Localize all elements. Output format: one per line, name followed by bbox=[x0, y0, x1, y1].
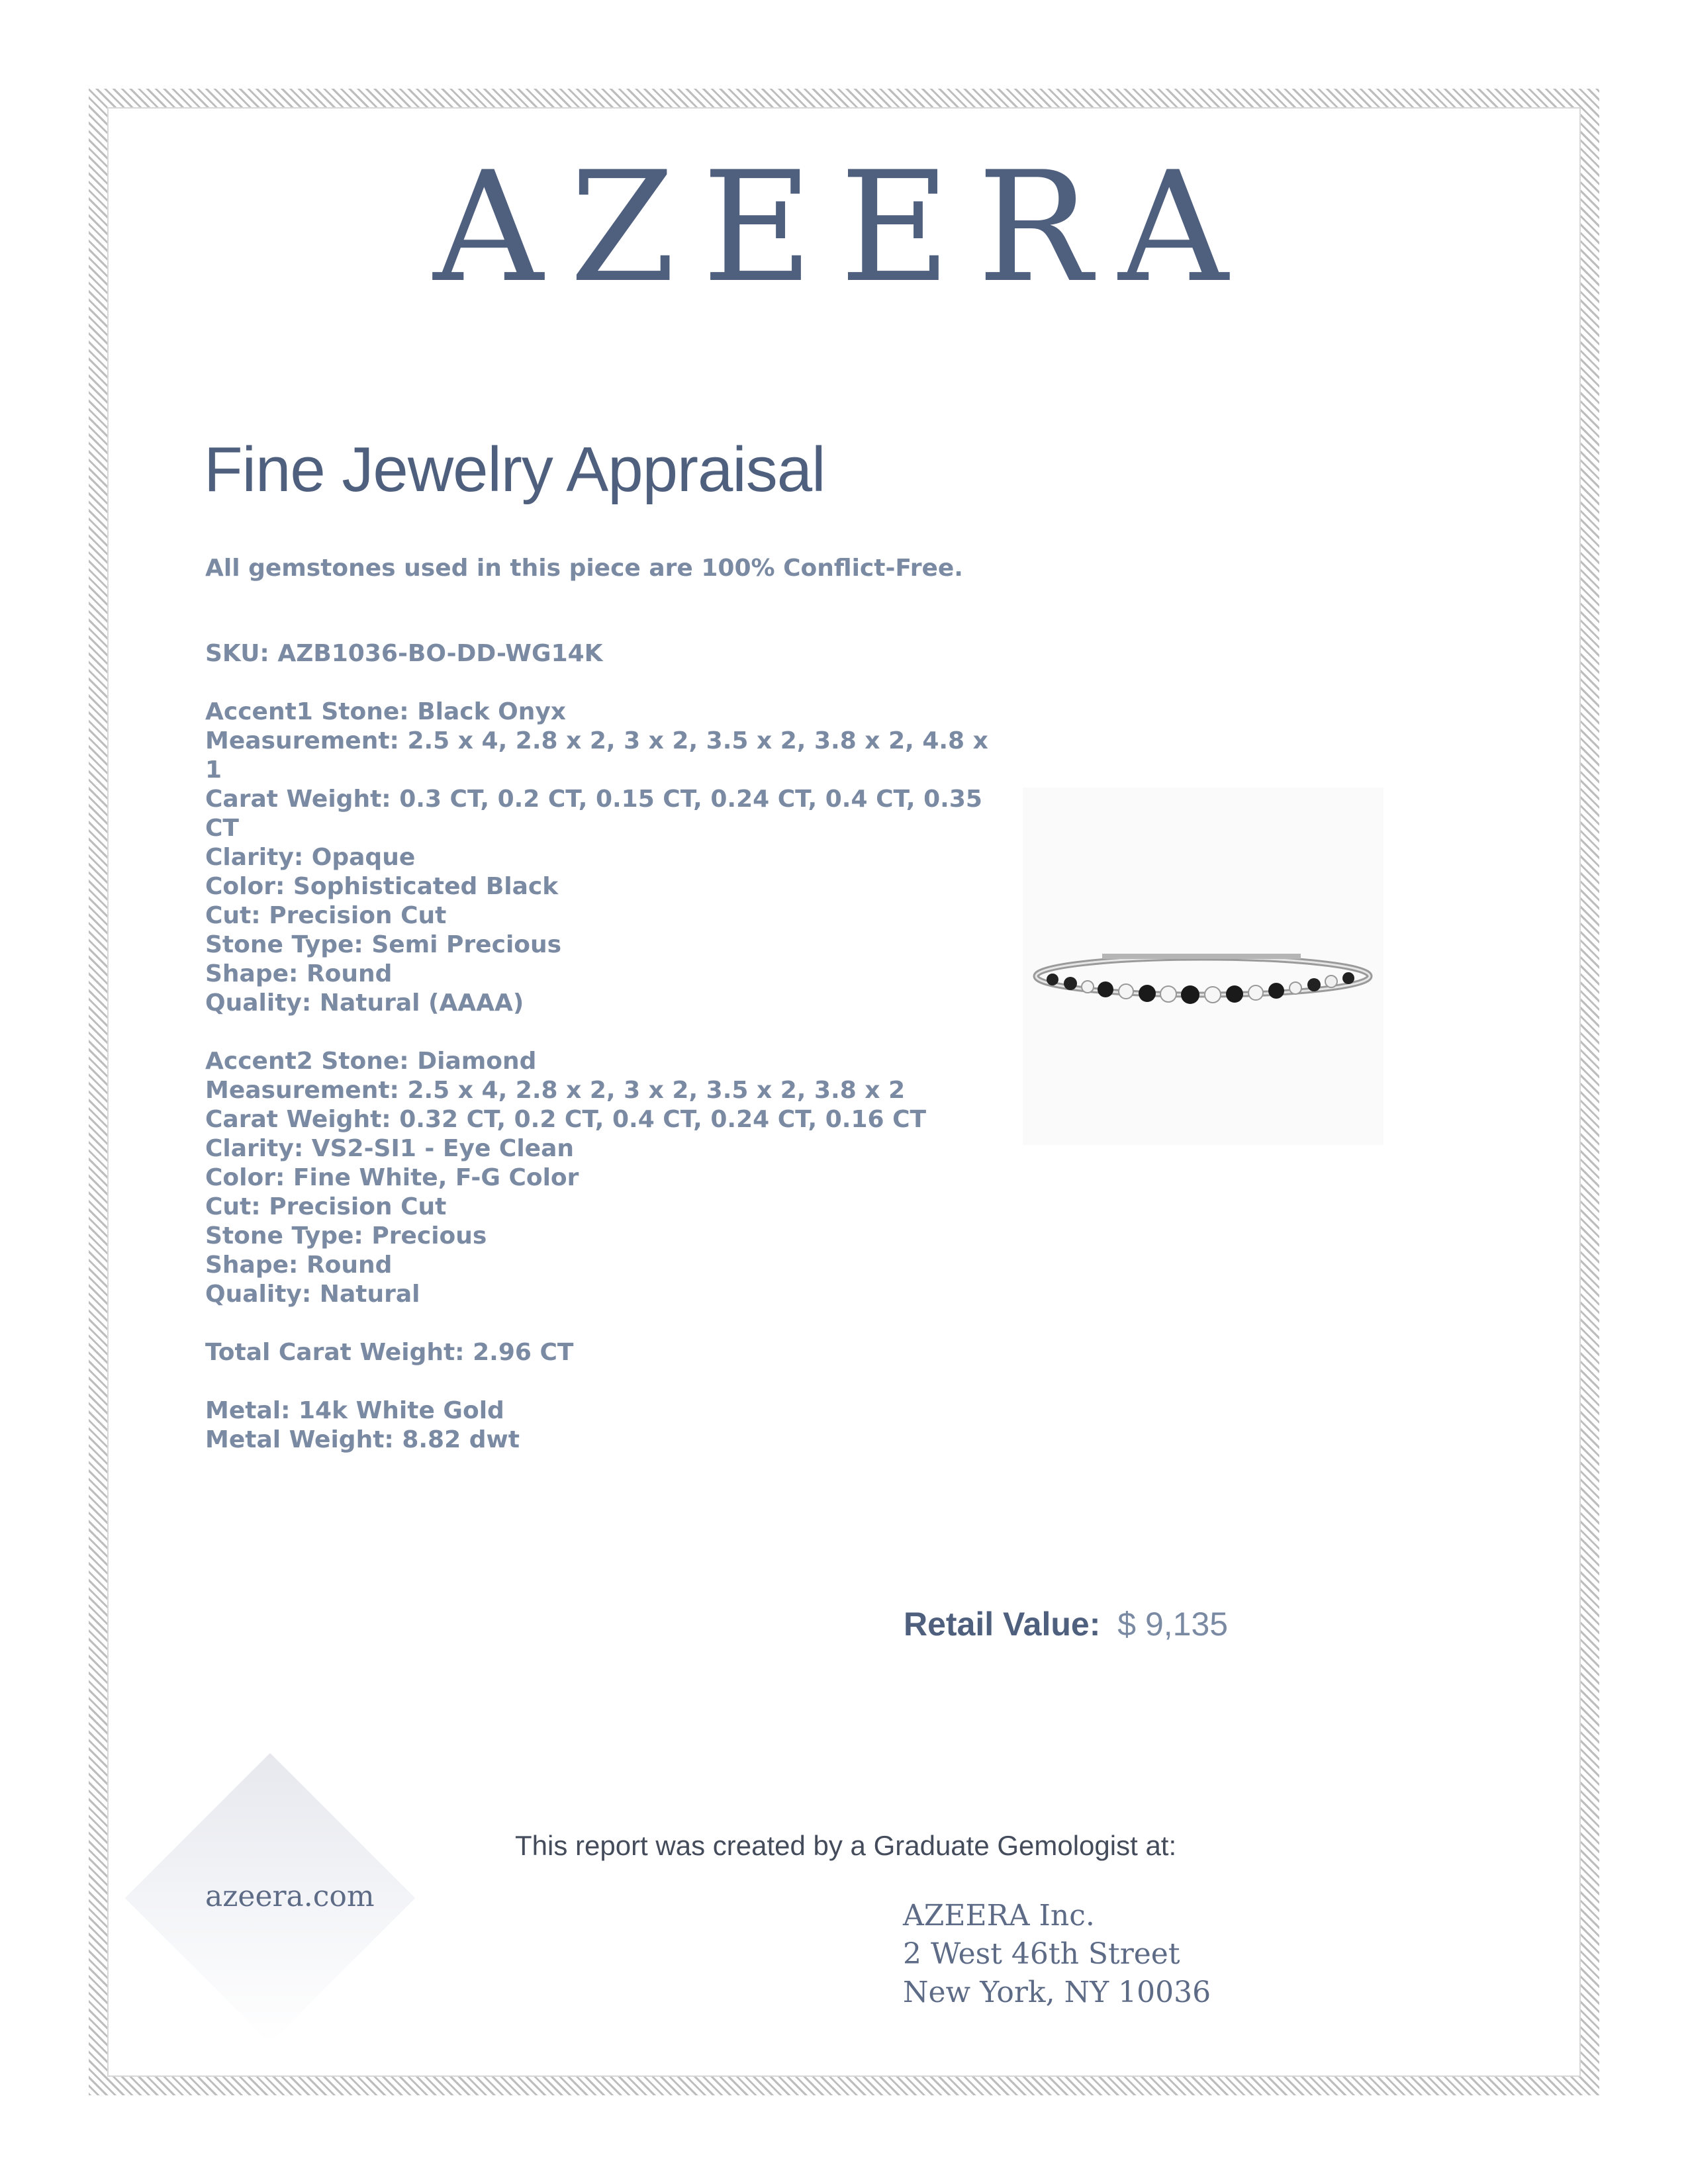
accent1-line: Measurement: 2.5 x 4, 2.8 x 2, 3 x 2, 3.5 x 2, 3.8 x 2, 4.8 x 1 bbox=[205, 727, 988, 784]
accent2-line: Color: Fine White, F-G Color bbox=[205, 1164, 579, 1191]
retail-value-label: Retail Value: bbox=[904, 1606, 1101, 1643]
bracelet-image bbox=[1023, 788, 1383, 1145]
conflict-free-note: All gemstones used in this piece are 100% Conflict-Free. bbox=[205, 555, 963, 582]
accent1-line: Color: Sophisticated Black bbox=[205, 873, 559, 900]
sku-line: SKU: AZB1036-BO-DD-WG14K bbox=[205, 640, 603, 667]
gemologist-note: This report was created by a Graduate Gemologist at: bbox=[515, 1830, 1177, 1861]
website-text: azeera.com bbox=[205, 1880, 375, 1913]
page-title: Fine Jewelry Appraisal bbox=[204, 434, 825, 505]
accent2-line: Measurement: 2.5 x 4, 2.8 x 2, 3 x 2, 3.5 x 2, 3.8 x 2 bbox=[205, 1077, 906, 1104]
address-line: 2 West 46th Street bbox=[903, 1937, 1180, 1971]
address-line: AZEERA Inc. bbox=[903, 1899, 1095, 1933]
accent1-line: Carat Weight: 0.3 CT, 0.2 CT, 0.15 CT, 0.24 CT, 0.4 CT, 0.35 CT bbox=[205, 786, 982, 842]
accent2-line: Carat Weight: 0.32 CT, 0.2 CT, 0.4 CT, 0.24 CT, 0.16 CT bbox=[205, 1106, 927, 1133]
accent1-line: Quality: Natural (AAAA) bbox=[205, 989, 524, 1017]
accent1-line: Accent1 Stone: Black Onyx bbox=[205, 698, 567, 725]
accent2-line: Cut: Precision Cut bbox=[205, 1193, 447, 1220]
accent2-line: Quality: Natural bbox=[205, 1281, 420, 1308]
company-address bbox=[903, 1897, 1211, 2012]
accent2-line: Clarity: VS2-SI1 - Eye Clean bbox=[205, 1135, 575, 1162]
appraisal-details bbox=[205, 639, 1000, 1455]
accent2-line: Accent2 Stone: Diamond bbox=[205, 1048, 537, 1075]
metal-line: Metal: 14k White Gold bbox=[205, 1397, 504, 1424]
total-carat-line: Total Carat Weight: 2.96 CT bbox=[205, 1339, 574, 1366]
address-line: New York, NY 10036 bbox=[903, 1976, 1211, 2009]
accent1-line: Shape: Round bbox=[205, 960, 393, 987]
metal-weight-line: Metal Weight: 8.82 dwt bbox=[205, 1426, 520, 1453]
brand-logo: AZEERA bbox=[433, 140, 1255, 316]
retail-value bbox=[904, 1605, 1228, 1643]
retail-value-amount: $ 9,135 bbox=[1117, 1606, 1229, 1643]
accent1-line: Cut: Precision Cut bbox=[205, 902, 447, 929]
bracelet-icon bbox=[1023, 788, 1383, 1145]
accent1-line: Stone Type: Semi Precious bbox=[205, 931, 562, 958]
accent2-line: Shape: Round bbox=[205, 1251, 393, 1279]
accent1-line: Clarity: Opaque bbox=[205, 844, 416, 871]
accent2-line: Stone Type: Precious bbox=[205, 1222, 487, 1250]
